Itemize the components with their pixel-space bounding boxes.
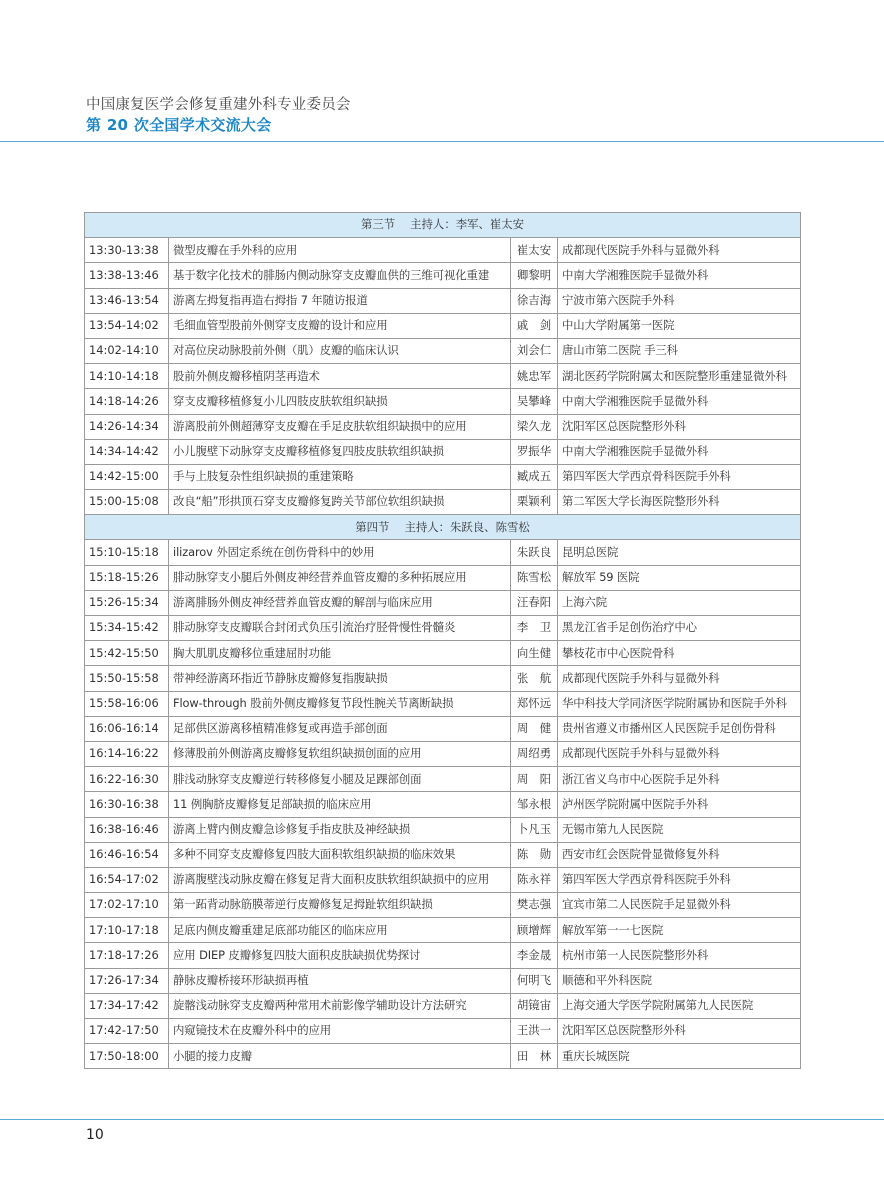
header-divider bbox=[0, 141, 884, 142]
affiliation-cell: 中南大学湘雅医院手显微外科 bbox=[558, 389, 801, 414]
topic-cell: 内窥镜技术在皮瓣外科中的应用 bbox=[169, 1019, 511, 1044]
table-row bbox=[85, 616, 801, 641]
affiliation-cell: 杭州市第一人民医院整形外科 bbox=[558, 943, 801, 968]
topic-cell: 游离腹壁浅动脉皮瓣在修复足背大面积皮肤软组织缺损中的应用 bbox=[169, 867, 511, 892]
time-cell: 17:18-17:26 bbox=[85, 943, 169, 968]
table-row bbox=[85, 767, 801, 792]
time-cell: 15:26-15:34 bbox=[85, 590, 169, 615]
table-row bbox=[85, 641, 801, 666]
topic-cell: 对高位戾动脉股前外侧（肌）皮瓣的临床认识 bbox=[169, 338, 511, 363]
time-cell: 16:30-16:38 bbox=[85, 792, 169, 817]
table-row bbox=[85, 968, 801, 993]
affiliation-cell: 贵州省遵义市播州区人民医院手足创伤骨科 bbox=[558, 716, 801, 741]
table-row bbox=[85, 565, 801, 590]
time-cell: 15:58-16:06 bbox=[85, 691, 169, 716]
speaker-cell: 顾增辉 bbox=[511, 918, 558, 943]
time-cell: 15:00-15:08 bbox=[85, 490, 169, 515]
affiliation-cell: 成都现代医院手外科与显微外科 bbox=[558, 238, 801, 263]
topic-cell: 股前外侧皮瓣移植阴茎再造术 bbox=[169, 364, 511, 389]
section-title: 第四节 主持人：朱跃良、陈雪松 bbox=[85, 515, 801, 540]
time-cell: 14:42-15:00 bbox=[85, 464, 169, 489]
speaker-cell: 张 航 bbox=[511, 666, 558, 691]
topic-cell: 旋髂浅动脉穿支皮瓣两种常用术前影像学辅助设计方法研究 bbox=[169, 993, 511, 1018]
time-cell: 13:54-14:02 bbox=[85, 313, 169, 338]
time-cell: 17:26-17:34 bbox=[85, 968, 169, 993]
topic-cell: 游离左拇复指再造右拇指 7 年随访报道 bbox=[169, 288, 511, 313]
topic-cell: 足部供区游离移植精准修复或再造手部创面 bbox=[169, 716, 511, 741]
table-row bbox=[85, 842, 801, 867]
time-cell: 13:46-13:54 bbox=[85, 288, 169, 313]
affiliation-cell: 沈阳军区总医院整形外科 bbox=[558, 414, 801, 439]
topic-cell: 足底内侧皮瓣重建足底部功能区的临床应用 bbox=[169, 918, 511, 943]
table-row bbox=[85, 364, 801, 389]
speaker-cell: 朱跃良 bbox=[511, 540, 558, 565]
topic-cell: 修薄股前外侧游离皮瓣修复软组织缺损创面的应用 bbox=[169, 741, 511, 766]
topic-cell: ilizarov 外固定系统在创伤骨科中的妙用 bbox=[169, 540, 511, 565]
time-cell: 15:34-15:42 bbox=[85, 616, 169, 641]
time-cell: 15:50-15:58 bbox=[85, 666, 169, 691]
table-row bbox=[85, 741, 801, 766]
affiliation-cell: 成都现代医院手外科与显微外科 bbox=[558, 741, 801, 766]
time-cell: 15:10-15:18 bbox=[85, 540, 169, 565]
time-cell: 15:42-15:50 bbox=[85, 641, 169, 666]
affiliation-cell: 唐山市第二医院 手三科 bbox=[558, 338, 801, 363]
table-row bbox=[85, 263, 801, 288]
table-row bbox=[85, 590, 801, 615]
affiliation-cell: 第二军医大学长海医院整形外科 bbox=[558, 490, 801, 515]
speaker-cell: 卿黎明 bbox=[511, 263, 558, 288]
speaker-cell: 吴攀峰 bbox=[511, 389, 558, 414]
organization-title: 中国康复医学会修复重建外科专业委员会 bbox=[86, 97, 351, 113]
speaker-cell: 戚 剑 bbox=[511, 313, 558, 338]
affiliation-cell: 顺德和平外科医院 bbox=[558, 968, 801, 993]
affiliation-cell: 攀枝花市中心医院骨科 bbox=[558, 641, 801, 666]
section-title: 第三节 主持人：李军、崔太安 bbox=[85, 213, 801, 238]
table-row bbox=[85, 540, 801, 565]
speaker-cell: 刘会仁 bbox=[511, 338, 558, 363]
affiliation-cell: 中南大学湘雅医院手显微外科 bbox=[558, 263, 801, 288]
topic-cell: 多种不同穿支皮瓣修复四肢大面积软组织缺损的临床效果 bbox=[169, 842, 511, 867]
speaker-cell: 徐吉海 bbox=[511, 288, 558, 313]
topic-cell: 基于数字化技术的腓肠内侧动脉穿支皮瓣血供的三维可视化重建 bbox=[169, 263, 511, 288]
table-row bbox=[85, 389, 801, 414]
speaker-cell: 卜凡玉 bbox=[511, 817, 558, 842]
affiliation-cell: 中山大学附属第一医院 bbox=[558, 313, 801, 338]
time-cell: 13:30-13:38 bbox=[85, 238, 169, 263]
time-cell: 17:10-17:18 bbox=[85, 918, 169, 943]
speaker-cell: 陈永祥 bbox=[511, 867, 558, 892]
speaker-cell: 田 林 bbox=[511, 1044, 558, 1069]
table-row bbox=[85, 1044, 801, 1069]
table-row bbox=[85, 288, 801, 313]
topic-cell: 腓浅动脉穿支皮瓣逆行转移修复小腿及足踝部创面 bbox=[169, 767, 511, 792]
topic-cell: 毛细血管型股前外侧穿支皮瓣的设计和应用 bbox=[169, 313, 511, 338]
table-row bbox=[85, 313, 801, 338]
affiliation-cell: 湖北医药学院附属太和医院整形重建显微外科 bbox=[558, 364, 801, 389]
topic-cell: 胸大肌肌皮瓣移位重建屈肘功能 bbox=[169, 641, 511, 666]
table-row bbox=[85, 716, 801, 741]
page-number: 10 bbox=[86, 1127, 104, 1143]
topic-cell: 游离腓肠外侧皮神经营养血管皮瓣的解剖与临床应用 bbox=[169, 590, 511, 615]
table-row bbox=[85, 464, 801, 489]
topic-cell: 微型皮瓣在手外科的应用 bbox=[169, 238, 511, 263]
topic-cell: 穿支皮瓣移植修复小儿四肢皮肤软组织缺损 bbox=[169, 389, 511, 414]
speaker-cell: 臧成五 bbox=[511, 464, 558, 489]
topic-cell: 游离上臂内侧皮瓣急诊修复手指皮肤及神经缺损 bbox=[169, 817, 511, 842]
affiliation-cell: 黑龙江省手足创伤治疗中心 bbox=[558, 616, 801, 641]
affiliation-cell: 浙江省义乌市中心医院手足外科 bbox=[558, 767, 801, 792]
topic-cell: 带神经游离环指近节静脉皮瓣修复指腹缺损 bbox=[169, 666, 511, 691]
speaker-cell: 栗颖利 bbox=[511, 490, 558, 515]
speaker-cell: 汪春阳 bbox=[511, 590, 558, 615]
speaker-cell: 姚忠军 bbox=[511, 364, 558, 389]
time-cell: 14:26-14:34 bbox=[85, 414, 169, 439]
speaker-cell: 李 卫 bbox=[511, 616, 558, 641]
speaker-cell: 李金晟 bbox=[511, 943, 558, 968]
time-cell: 17:34-17:42 bbox=[85, 993, 169, 1018]
affiliation-cell: 解放军第一一七医院 bbox=[558, 918, 801, 943]
table-row bbox=[85, 893, 801, 918]
speaker-cell: 陈雪松 bbox=[511, 565, 558, 590]
table-row bbox=[85, 943, 801, 968]
affiliation-cell: 上海六院 bbox=[558, 590, 801, 615]
time-cell: 17:02-17:10 bbox=[85, 893, 169, 918]
time-cell: 14:10-14:18 bbox=[85, 364, 169, 389]
time-cell: 13:38-13:46 bbox=[85, 263, 169, 288]
table-row bbox=[85, 439, 801, 464]
time-cell: 15:18-15:26 bbox=[85, 565, 169, 590]
topic-cell: 静脉皮瓣桥接环形缺损再植 bbox=[169, 968, 511, 993]
speaker-cell: 樊志强 bbox=[511, 893, 558, 918]
topic-cell: 小腿的接力皮瓣 bbox=[169, 1044, 511, 1069]
time-cell: 16:46-16:54 bbox=[85, 842, 169, 867]
speaker-cell: 周 阳 bbox=[511, 767, 558, 792]
footer-divider bbox=[0, 1119, 884, 1120]
time-cell: 16:38-16:46 bbox=[85, 817, 169, 842]
topic-cell: 游离股前外侧超薄穿支皮瓣在手足皮肤软组织缺损中的应用 bbox=[169, 414, 511, 439]
speaker-cell: 何明飞 bbox=[511, 968, 558, 993]
topic-cell: 改良“船”形拱顶石穿支皮瓣修复跨关节部位软组织缺损 bbox=[169, 490, 511, 515]
affiliation-cell: 宜宾市第二人民医院手足显微外科 bbox=[558, 893, 801, 918]
speaker-cell: 罗振华 bbox=[511, 439, 558, 464]
affiliation-cell: 无锡市第九人民医院 bbox=[558, 817, 801, 842]
topic-cell: 小儿腹壁下动脉穿支皮瓣移植修复四肢皮肤软组织缺损 bbox=[169, 439, 511, 464]
topic-cell: Flow-through 股前外侧皮瓣修复节段性腕关节离断缺损 bbox=[169, 691, 511, 716]
topic-cell: 腓动脉穿支皮瓣联合封闭式负压引流治疗胫骨慢性骨髓炎 bbox=[169, 616, 511, 641]
speaker-cell: 向生健 bbox=[511, 641, 558, 666]
table-row bbox=[85, 993, 801, 1018]
speaker-cell: 崔太安 bbox=[511, 238, 558, 263]
affiliation-cell: 昆明总医院 bbox=[558, 540, 801, 565]
affiliation-cell: 泸州医学院附属中医院手外科 bbox=[558, 792, 801, 817]
time-cell: 14:02-14:10 bbox=[85, 338, 169, 363]
section-header-row bbox=[85, 213, 801, 238]
affiliation-cell: 第四军医大学西京骨科医院手外科 bbox=[558, 867, 801, 892]
affiliation-cell: 宁波市第六医院手外科 bbox=[558, 288, 801, 313]
conference-title: 第 20 次全国学术交流大会 bbox=[86, 116, 272, 134]
table-row bbox=[85, 867, 801, 892]
speaker-cell: 周 健 bbox=[511, 716, 558, 741]
time-cell: 14:34-14:42 bbox=[85, 439, 169, 464]
table-row bbox=[85, 414, 801, 439]
affiliation-cell: 重庆长城医院 bbox=[558, 1044, 801, 1069]
table-row bbox=[85, 490, 801, 515]
time-cell: 16:06-16:14 bbox=[85, 716, 169, 741]
table-row bbox=[85, 918, 801, 943]
speaker-cell: 胡镜宙 bbox=[511, 993, 558, 1018]
schedule-table bbox=[84, 212, 801, 1069]
speaker-cell: 邹永根 bbox=[511, 792, 558, 817]
time-cell: 17:50-18:00 bbox=[85, 1044, 169, 1069]
table-row bbox=[85, 1019, 801, 1044]
table-row bbox=[85, 666, 801, 691]
table-row bbox=[85, 238, 801, 263]
affiliation-cell: 西安市红会医院骨显微修复外科 bbox=[558, 842, 801, 867]
topic-cell: 11 例胸脐皮瓣修复足部缺损的临床应用 bbox=[169, 792, 511, 817]
time-cell: 16:22-16:30 bbox=[85, 767, 169, 792]
affiliation-cell: 华中科技大学同济医学院附属协和医院手外科 bbox=[558, 691, 801, 716]
affiliation-cell: 沈阳军区总医院整形外科 bbox=[558, 1019, 801, 1044]
section-header-row bbox=[85, 515, 801, 540]
speaker-cell: 陈 勋 bbox=[511, 842, 558, 867]
affiliation-cell: 中南大学湘雅医院手显微外科 bbox=[558, 439, 801, 464]
speaker-cell: 郑怀远 bbox=[511, 691, 558, 716]
affiliation-cell: 第四军医大学西京骨科医院手外科 bbox=[558, 464, 801, 489]
speaker-cell: 梁久龙 bbox=[511, 414, 558, 439]
affiliation-cell: 上海交通大学医学院附属第九人民医院 bbox=[558, 993, 801, 1018]
topic-cell: 应用 DIEP 皮瓣修复四肢大面积皮肤缺损优势探讨 bbox=[169, 943, 511, 968]
speaker-cell: 周绍勇 bbox=[511, 741, 558, 766]
table-row bbox=[85, 817, 801, 842]
topic-cell: 腓动脉穿支小腿后外侧皮神经营养血管皮瓣的多种拓展应用 bbox=[169, 565, 511, 590]
time-cell: 14:18-14:26 bbox=[85, 389, 169, 414]
speaker-cell: 王洪一 bbox=[511, 1019, 558, 1044]
time-cell: 16:14-16:22 bbox=[85, 741, 169, 766]
table-row bbox=[85, 338, 801, 363]
time-cell: 17:42-17:50 bbox=[85, 1019, 169, 1044]
table-row bbox=[85, 792, 801, 817]
affiliation-cell: 解放军 59 医院 bbox=[558, 565, 801, 590]
topic-cell: 第一跖背动脉筋膜蒂逆行皮瓣修复足拇趾软组织缺损 bbox=[169, 893, 511, 918]
table-row bbox=[85, 691, 801, 716]
topic-cell: 手与上肢复杂性组织缺损的重建策略 bbox=[169, 464, 511, 489]
affiliation-cell: 成都现代医院手外科与显微外科 bbox=[558, 666, 801, 691]
time-cell: 16:54-17:02 bbox=[85, 867, 169, 892]
